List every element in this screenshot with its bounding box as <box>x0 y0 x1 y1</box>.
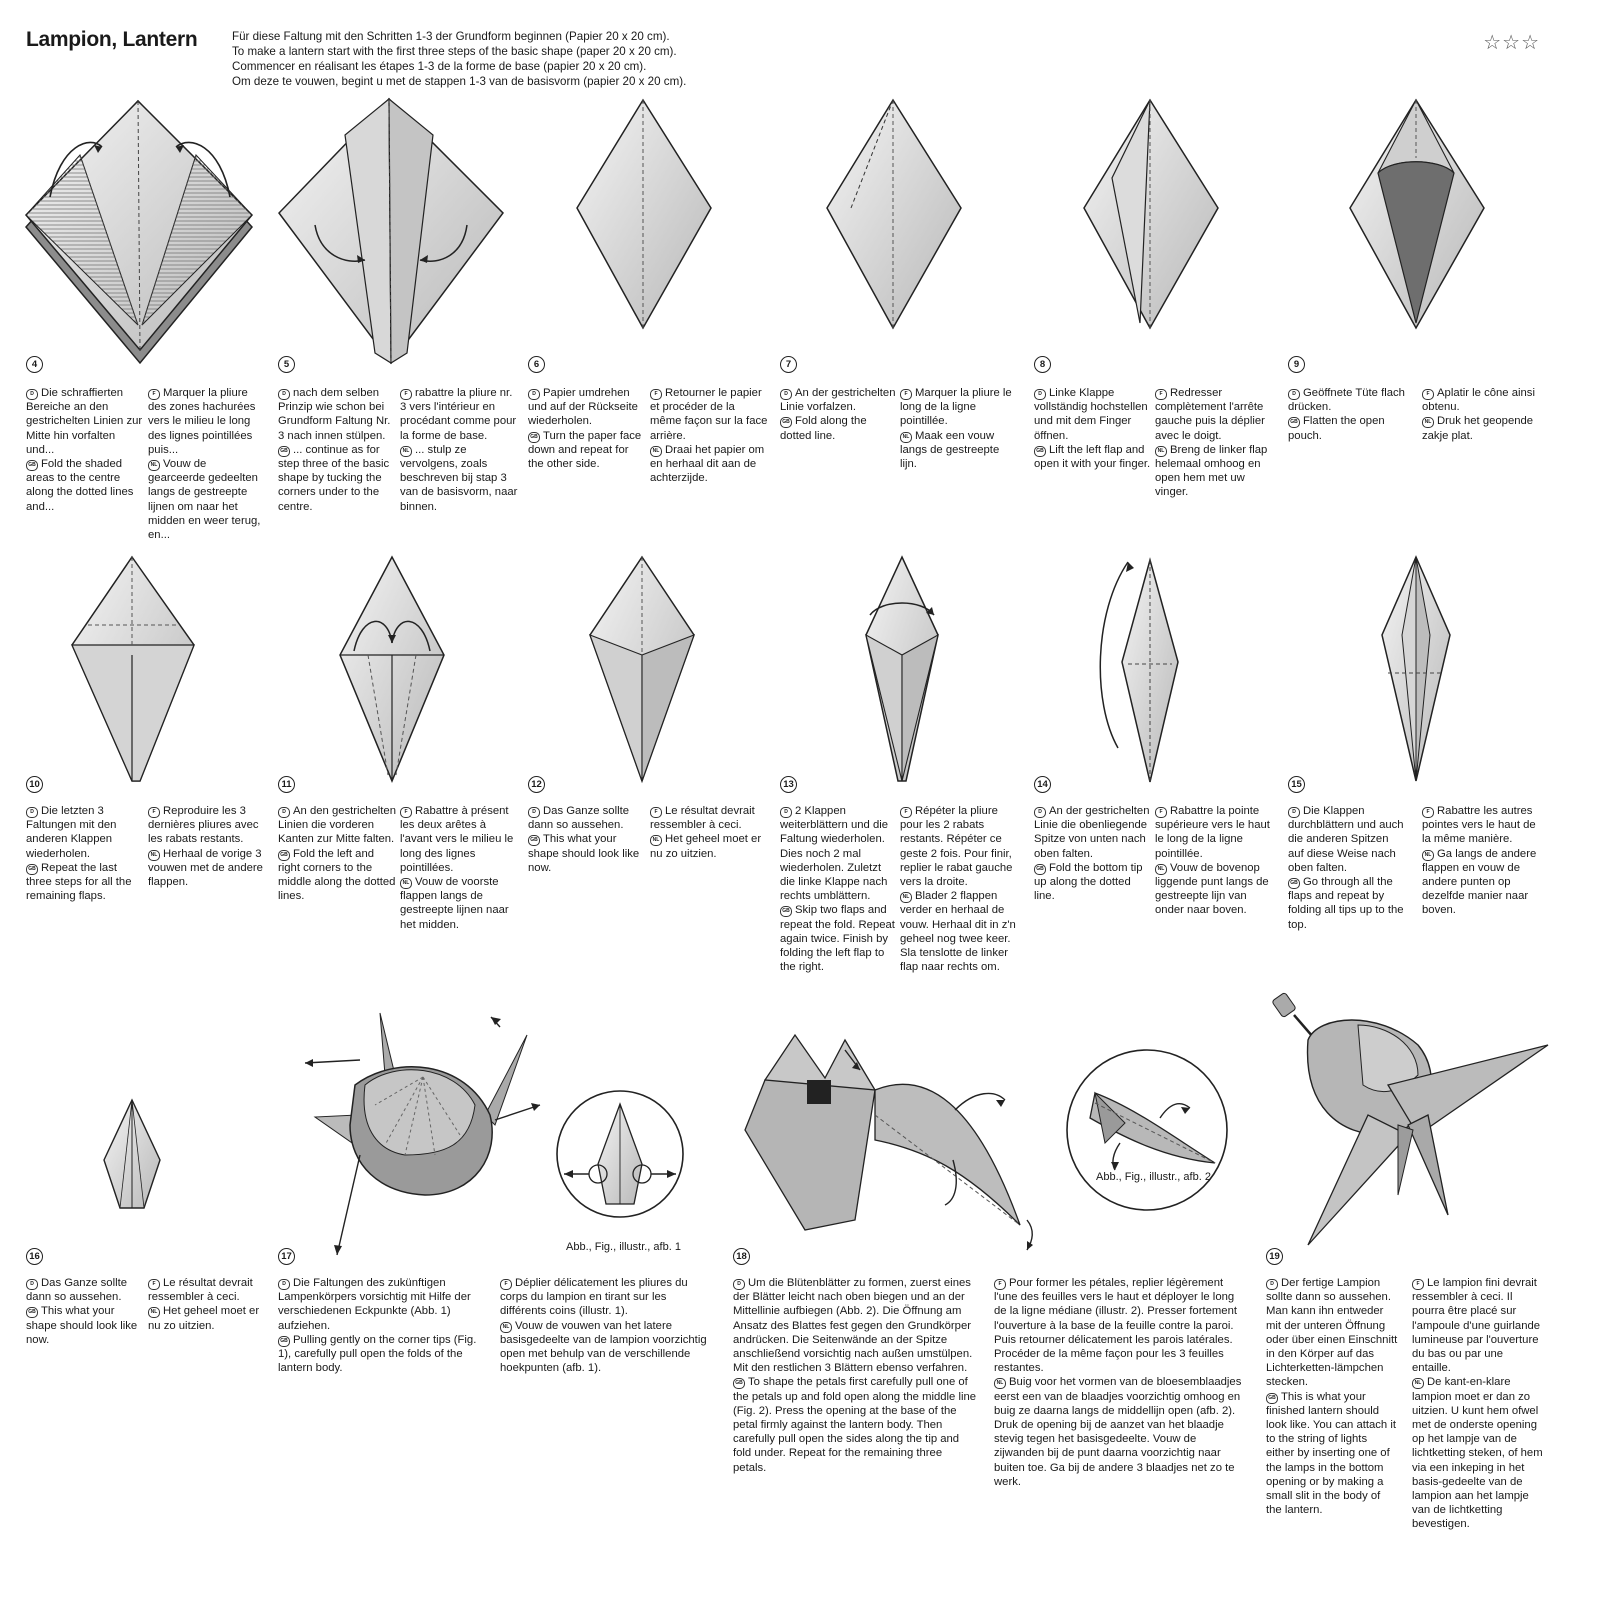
nl-flag-icon: NL <box>994 1378 1006 1389</box>
fr-flag-icon: F <box>400 389 412 400</box>
step-16-diagram <box>100 1098 165 1213</box>
nl-flag-icon: NL <box>400 878 412 889</box>
step-5-diagram <box>275 95 510 370</box>
nl-flag-icon: NL <box>1155 864 1167 875</box>
step-8-text-fr-nl: F Redresser complètement l'arrête gauche puis la déplier avec le doigt. NL Breng de linker flap helemaal omhoog en open hem met uw vinger. <box>1155 387 1268 499</box>
step-14-text-fr-nl: F Rabattre la pointe supérieure vers le haut le long de la ligne pointillée. NL Vouw de bovenop liggende punt langs de gestreepte lijn van onder naar boven. <box>1155 805 1270 917</box>
nl-flag-icon: NL <box>1412 1378 1424 1389</box>
de-flag-icon: D <box>528 807 540 818</box>
step-number: 10 <box>26 776 43 793</box>
intro-line-fr: Commencer en réalisant les étapes 1-3 de la forme de base (papier 20 x 20 cm). <box>232 60 647 73</box>
gb-flag-icon: GB <box>26 1307 38 1318</box>
step-number: 5 <box>278 356 295 373</box>
gb-flag-icon: GB <box>528 835 540 846</box>
fr-flag-icon: F <box>1155 807 1167 818</box>
gb-flag-icon: GB <box>1266 1393 1278 1404</box>
fr-flag-icon: F <box>650 807 662 818</box>
step-4-diagram <box>20 95 260 370</box>
figure-1-caption: Abb., Fig., illustr., afb. 1 <box>566 1241 681 1253</box>
de-flag-icon: D <box>733 1279 745 1290</box>
gb-flag-icon: GB <box>528 432 540 443</box>
step-7-diagram <box>825 98 965 333</box>
gb-flag-icon: GB <box>278 1336 290 1347</box>
step-8-text-de-en: D Linke Klappe vollständig hochstellen und mit dem Finger öffnen. GB Lift the left flap and open it with your finger. <box>1034 387 1151 471</box>
fr-flag-icon: F <box>994 1279 1006 1290</box>
step-6-text-fr-nl: F Retourner le papier et procéder de la même façon sur la face arrière. NL Draai het papier om en herhaal dit aan de achterzijde. <box>650 387 768 485</box>
step-4-text-fr-nl <box>148 386 266 542</box>
de-flag-icon: D <box>528 389 540 400</box>
nl-flag-icon: NL <box>148 460 160 471</box>
step-number: 8 <box>1034 356 1051 373</box>
step-12-text-de-en: D Das Ganze sollte dann so aussehen. GB This what your shape should look like now. <box>528 805 640 874</box>
step-19-text-de-en: D Der fertige Lampion sollte dann so aussehen. Man kann ihn entweder mit der unteren Öffnung oder über einen Einschnitt in den Körper auf das Lichterketten-lämpchen stecken. GB This is what your finished lantern should look like. You can attach it to the string of lights either by inserting one of the lamps in the bottom opening or by making a small slit in the body of the lantern. <box>1266 1277 1398 1517</box>
intro-line-en: To make a lantern start with the first three steps of the basic shape (paper 20 x 20 cm). <box>232 45 677 58</box>
gb-flag-icon: GB <box>26 460 38 471</box>
gb-flag-icon: GB <box>26 864 38 875</box>
nl-flag-icon: NL <box>650 446 662 457</box>
nl-flag-icon: NL <box>900 892 912 903</box>
step-number: 14 <box>1034 776 1051 793</box>
intro-text <box>232 29 686 89</box>
step-number: 4 <box>26 356 43 373</box>
step-number: 16 <box>26 1248 43 1265</box>
figure-2-caption: Abb., Fig., illustr., afb. 2 <box>1096 1171 1211 1183</box>
step-5-text-de-en: D nach dem selben Prinzip wie schon bei Grundform Faltung Nr. 3 nach innen stülpen. GB ... continue as for step three of the basic shape by tucking the corners under to the centre. <box>278 387 391 513</box>
step-6-diagram <box>575 98 715 333</box>
figure-2-detail <box>1065 1048 1230 1213</box>
step-number: 18 <box>733 1248 750 1265</box>
step-text-fr: F Marquer la pliure des zones hachurées vers le milieu le long des lignes pointillées puis... <box>148 387 256 456</box>
step-12-diagram <box>588 555 698 785</box>
nl-flag-icon: NL <box>148 850 160 861</box>
de-flag-icon: D <box>26 389 38 400</box>
nl-flag-icon: NL <box>500 1322 512 1333</box>
step-7-text-fr-nl: F Marquer la pliure le long de la ligne pointillée. NL Maak een vouw langs de gestreepte lijn. <box>900 387 1012 471</box>
step-13-text-fr-nl: F Répéter la pliure pour les 2 rabats restants. Répéter ce geste 2 fois. Pour finir, replier le rabat gauche vers la droite. NL Blader 2 flappen verder en herhaal de vouw. Herhaal dit in z'n geheel nog twee keer. Sla tenslotte de linker flap naar rechts om. <box>900 805 1016 974</box>
step-text-en: GB Fold the shaded areas to the centre along the dotted lines and... <box>26 458 134 513</box>
step-17-diagram <box>295 1005 545 1260</box>
fr-flag-icon: F <box>400 807 412 818</box>
fr-flag-icon: F <box>1422 807 1434 818</box>
step-14-text-de-en: D An der gestrichelten Linie die obenliegende Spitze von unten nach oben falten. GB Fold the bottom tip up along the dotted line. <box>1034 805 1150 903</box>
gb-flag-icon: GB <box>1288 878 1300 889</box>
step-13-text-de-en: D 2 Klappen weiterblättern und die Faltung wiederholen. Dies noch 2 mal wiederholen. Zuletzt die linke Klappe nach rechts umblättern. GB Skip two flaps and repeat the fold. Repeat again twice. Finish by folding the left flap to the right. <box>780 805 895 974</box>
step-9-text-de-en: D Geöffnete Tüte flach drücken. GB Flatten the open pouch. <box>1288 387 1405 442</box>
gb-flag-icon: GB <box>1288 417 1300 428</box>
step-number: 9 <box>1288 356 1305 373</box>
de-flag-icon: D <box>1288 807 1300 818</box>
step-9-diagram <box>1348 98 1488 333</box>
step-15-text-de-en: D Die Klappen durchblättern und auch die anderen Spitzen auf diese Weise nach oben falten. GB Go through all the flaps and repeat by folding all tips up to the top. <box>1288 805 1404 931</box>
nl-flag-icon: NL <box>1155 446 1167 457</box>
de-flag-icon: D <box>1266 1279 1278 1290</box>
step-15-text-fr-nl: F Rabattre les autres pointes vers le haut de la même manière. NL Ga langs de andere flappen en vouw de andere punten op dezelfde manier naar boven. <box>1422 805 1537 917</box>
step-number: 11 <box>278 776 295 793</box>
step-number: 7 <box>780 356 797 373</box>
step-18-text-fr-nl: F Pour former les pétales, replier légèrement l'une des feuilles vers le haut et déployer le long de la ligne médiane (illustr. 2). Presser fortement l'ouverture à la base de la feuille contre la paroi. Puis retourner délicatement les parois latérales. Procéder de la même façon pour les 3 feuilles restantes. NL Buig voor het vormen van de bloesemblaadjes eerst een van de blaadjes voorzichtig omhoog en buig ze daarna langs de middellijn open (afb. 2). Druk de opening bij de aanzet van het blaadje stevig tegen het basisgedeelte. Vouw de zijwanden bij de punt daarna voorzichtig naar buiten toe. Ga bij de andere 3 blaadjes net zo te werk. <box>994 1277 1242 1488</box>
fr-flag-icon: F <box>650 389 662 400</box>
de-flag-icon: D <box>278 389 290 400</box>
step-5-text-fr-nl: F rabattre la pliure nr. 3 vers l'intérieur en procédant comme pour la forme de base. NL ... stulp ze vervolgens, zoals beschreven bij stap 3 van de basisvorm, naar binnen. <box>400 387 518 513</box>
step-17-text-fr-nl: F Déplier délicatement les pliures du corps du lampion en tirant sur les différents coins (illustr. 1). NL Vouw de vouwen van het latere basisgedeelte van de lampion voorzichtig open met behulp van de verschillende hoekpunten (afb. 1). <box>500 1277 707 1375</box>
nl-flag-icon: NL <box>900 432 912 443</box>
gb-flag-icon: GB <box>1034 864 1046 875</box>
step-7-text-de-en: D An der gestrichelten Linie vorfalzen. GB Fold along the dotted line. <box>780 387 896 442</box>
difficulty-stars: ☆☆☆ <box>1483 32 1540 54</box>
gb-flag-icon: GB <box>278 446 290 457</box>
step-8-diagram <box>1082 98 1222 333</box>
step-10-diagram <box>68 555 198 785</box>
step-19-text-fr-nl: F Le lampion fini devrait ressembler à ceci. Il pourra être placé sur l'ampoule d'une guirlande lumineuse par l'ouverture du bas ou par une entaille. NL De kant-en-klare lampion moet er dan zo uitzien. U kunt hem ofwel met de onderste opening op het lampje van de lichtketting steken, of hem via een inkeping in het basis-gedeelte van de lampion aan het lampje van de lichtketting bevestigen. <box>1412 1277 1543 1531</box>
step-4-text-de-en <box>26 386 144 514</box>
step-11-text-fr-nl: F Rabattre à présent les deux arêtes à l'avant vers le milieu le long des lignes pointillées. NL Vouw de voorste flappen langs de gestreepte lijnen naar het midden. <box>400 805 514 931</box>
fr-flag-icon: F <box>900 807 912 818</box>
step-10-text-de-en: D Die letzten 3 Faltungen mit den anderen Klappen wiederholen. GB Repeat the last three steps for all the remaining flaps. <box>26 805 132 903</box>
gb-flag-icon: GB <box>278 850 290 861</box>
de-flag-icon: D <box>780 807 792 818</box>
step-18-text-de-en: D Um die Blütenblätter zu formen, zuerst eines der Blätter leicht nach oben biegen und an der Mittellinie aufbiegen (Abb. 2). Die Öffnung am Ansatz des Blattes fest gegen den Grundkörper andrücken. Die Seitenwände an der Spitze anschließend vorsichtig nach außen umstülpen. Mit den restlichen 3 Blättern ebenso verfahren. GB To shape the petals first carefully pull one of the petals up and fold open along the middle line (Fig. 2). Press the opening at the base of the petal firmly against the lantern body. Then carefully pull open the sides along the tip and fold under. Repeat for the remaining three petals. <box>733 1277 977 1474</box>
step-19-diagram <box>1268 985 1558 1255</box>
fr-flag-icon: F <box>148 1279 160 1290</box>
step-number: 13 <box>780 776 797 793</box>
nl-flag-icon: NL <box>1422 850 1434 861</box>
step-number: 19 <box>1266 1248 1283 1265</box>
step-9-text-fr-nl: F Aplatir le cône ainsi obtenu. NL Druk het geopende zakje plat. <box>1422 387 1535 442</box>
step-12-text-fr-nl: F Le résultat devrait ressembler à ceci. NL Het geheel moet er nu zo uitzien. <box>650 805 762 860</box>
fr-flag-icon: F <box>1155 389 1167 400</box>
step-17-text-de-en: D Die Faltungen des zukünftigen Lampenkörpers vorsichtig mit Hilfe der verschiedenen Eckpunkte (Abb. 1) aufziehen. GB Pulling gently on the corner tips (Fig. 1), carefully pull open the folds of the lantern body. <box>278 1277 477 1375</box>
fr-flag-icon: F <box>1412 1279 1424 1290</box>
step-text-nl: NL Vouw de gearceerde gedeelten langs de gestreepte lijnen om naar het midden en weer terug, en... <box>148 458 261 542</box>
de-flag-icon: D <box>1034 389 1046 400</box>
fr-flag-icon: F <box>900 389 912 400</box>
step-text-de: D Die schraffierten Bereiche an den gestrichelten Linien zur Mitte hin vorfalten und... <box>26 387 143 456</box>
de-flag-icon: D <box>26 807 38 818</box>
nl-flag-icon: NL <box>1422 417 1434 428</box>
step-number: 6 <box>528 356 545 373</box>
de-flag-icon: D <box>1034 807 1046 818</box>
intro-line-nl: Om deze te vouwen, begint u met de stappen 1-3 van de basisvorm (papier 20 x 20 cm). <box>232 75 687 88</box>
step-13-diagram <box>862 555 942 785</box>
de-flag-icon: D <box>278 807 290 818</box>
de-flag-icon: D <box>278 1279 290 1290</box>
nl-flag-icon: NL <box>650 835 662 846</box>
fr-flag-icon: F <box>148 389 160 400</box>
step-18-diagram <box>735 1030 1035 1260</box>
de-flag-icon: D <box>780 389 792 400</box>
fr-flag-icon: F <box>500 1279 512 1290</box>
gb-flag-icon: GB <box>780 906 792 917</box>
gb-flag-icon: GB <box>1034 446 1046 457</box>
step-6-text-de-en: D Papier umdrehen und auf der Rückseite wiederholen. GB Turn the paper face down and repeat for the other side. <box>528 387 642 471</box>
nl-flag-icon: NL <box>400 446 412 457</box>
fr-flag-icon: F <box>1422 389 1434 400</box>
de-flag-icon: D <box>1288 389 1300 400</box>
step-16-text-de-en: D Das Ganze sollte dann so aussehen. GB This what your shape should look like now. <box>26 1277 138 1346</box>
gb-flag-icon: GB <box>780 417 792 428</box>
step-11-diagram <box>338 555 448 785</box>
gb-flag-icon: GB <box>733 1378 745 1389</box>
nl-flag-icon: NL <box>148 1307 160 1318</box>
figure-1-detail <box>554 1088 686 1220</box>
step-10-text-fr-nl: F Reproduire les 3 dernières pliures avec les rabats restants. NL Herhaal de vorige 3 vouwen met de andere flappen. <box>148 805 263 889</box>
de-flag-icon: D <box>26 1279 38 1290</box>
step-number: 15 <box>1288 776 1305 793</box>
intro-line-de: Für diese Faltung mit den Schritten 1-3 der Grundform beginnen (Papier 20 x 20 cm). <box>232 30 670 43</box>
fr-flag-icon: F <box>148 807 160 818</box>
step-number: 12 <box>528 776 545 793</box>
step-11-text-de-en: D An den gestrichelten Linien die vorderen Kanten zur Mitte falten. GB Fold the left and right corners to the middle along the dotted lines. <box>278 805 396 903</box>
page-title: Lampion, Lantern <box>26 28 198 51</box>
step-15-diagram <box>1378 555 1458 785</box>
step-16-text-fr-nl: F Le résultat devrait ressembler à ceci. NL Het geheel moet er nu zo uitzien. <box>148 1277 260 1332</box>
step-14-diagram <box>1082 552 1192 787</box>
step-number: 17 <box>278 1248 295 1265</box>
